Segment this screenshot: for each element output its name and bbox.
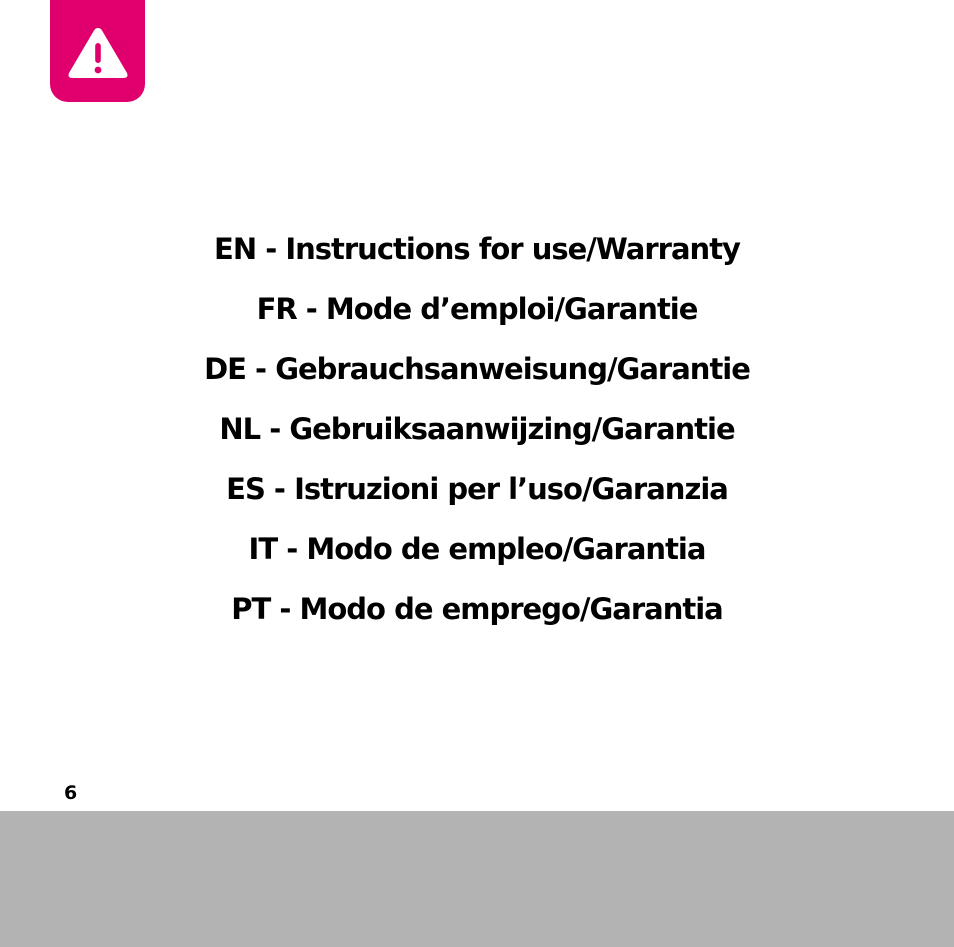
language-item-it: IT - Modo de empleo/Garantia bbox=[248, 532, 706, 566]
page-number: 6 bbox=[64, 782, 78, 804]
warning-badge bbox=[50, 0, 145, 102]
language-item-es: ES - Istruzioni per l’uso/Garanzia bbox=[226, 472, 728, 506]
footer-band bbox=[0, 811, 954, 947]
language-item-de: DE - Gebrauchsanweisung/Garantie bbox=[204, 352, 750, 386]
language-item-en: EN - Instructions for use/Warranty bbox=[214, 232, 740, 266]
language-item-nl: NL - Gebruiksaanwijzing/Garantie bbox=[219, 412, 735, 446]
language-list bbox=[0, 226, 954, 646]
language-item-pt: PT - Modo de emprego/Garantia bbox=[231, 592, 723, 626]
language-item-fr: FR - Mode d’emploi/Garantie bbox=[256, 292, 698, 326]
warning-triangle-icon bbox=[67, 26, 129, 80]
